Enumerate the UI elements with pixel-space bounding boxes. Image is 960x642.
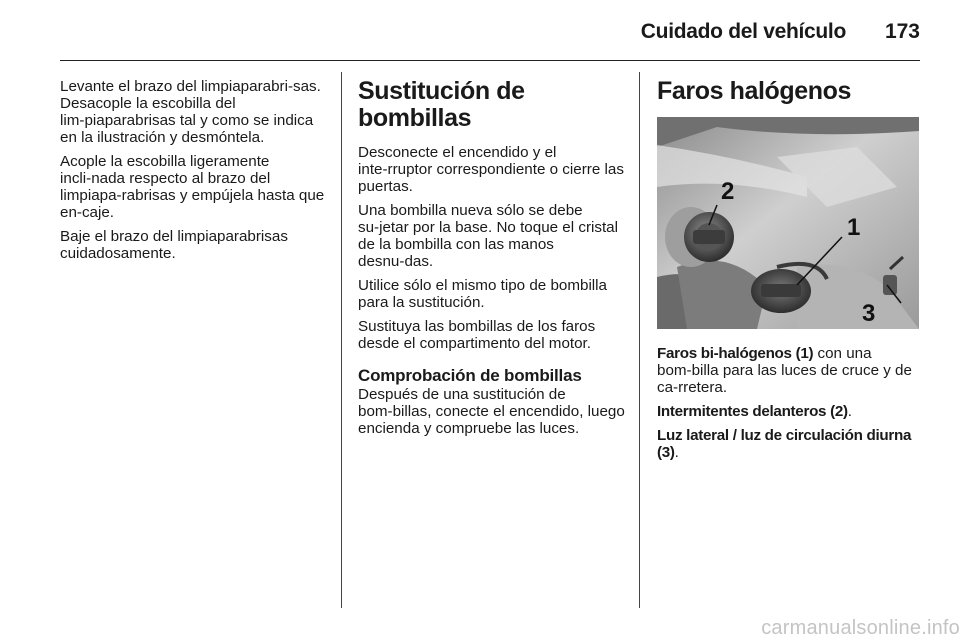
legend-item [657, 345, 923, 396]
legend-text: con una bom‑billa para las luces de cruce y de ca‑rretera. [657, 345, 912, 396]
header-title: Cuidado del vehículo [640, 20, 846, 43]
callout-1: 1 [847, 214, 861, 241]
paragraph: Baje el brazo del limpiaparabrisas cuidadosamente. [60, 228, 288, 262]
paragraph: Sustituya las bombillas de los faros desde el compartimento del motor. [358, 318, 596, 352]
subsection-heading: Comprobación de bombillas [358, 366, 582, 385]
legend-text: . [674, 444, 679, 461]
legend-term: Faros bi-halógenos (1) [657, 345, 814, 362]
legend-item [657, 403, 923, 420]
column-3 [657, 78, 923, 468]
column-1 [60, 78, 328, 269]
section-heading: Sustitución de bombillas [358, 77, 525, 132]
column-divider-2 [639, 72, 640, 608]
headlamp-photo [657, 117, 919, 329]
paragraph: Una bombilla nueva sólo se debe su‑jetar por la base. No toque el cristal de la bombilla con las manos desnu‑das. [358, 202, 619, 270]
callout-3: 3 [862, 300, 876, 327]
paragraph: Después de una sustitución de bom‑billas, conecte el encendido, luego encienda y compruebe las luces. [358, 386, 625, 437]
legend-text: . [847, 403, 853, 420]
paragraph: Acople la escobilla ligeramente incli‑nada respecto al brazo del limpiapa‑rabrisas y empújela hasta que en‑caje. [60, 153, 325, 221]
paragraph: Desconecte el encendido y el inte‑rruptor correspondiente o cierre las puertas. [358, 144, 624, 195]
paragraph: Utilice sólo el mismo tipo de bombilla para la sustitución. [358, 277, 608, 311]
header-divider [60, 60, 920, 61]
paragraph: Levante el brazo del limpiaparabri‑sas. Desacople la escobilla del lim‑piaparabrisas tal y como se indica en la ilustración y desmóntela. [60, 78, 321, 146]
section-heading: Faros halógenos [657, 77, 852, 105]
legend-term: Luz lateral / luz de circulación diurna (3) [657, 427, 912, 461]
column-2 [358, 78, 626, 444]
page-number: 173 [884, 20, 920, 43]
legend-item [657, 427, 923, 461]
page-header [60, 14, 920, 54]
watermark: carmanualsonline.info [761, 617, 960, 639]
column-divider-1 [341, 72, 342, 608]
legend-term: Intermitentes delanteros (2) [657, 403, 848, 420]
callout-2: 2 [721, 178, 735, 205]
